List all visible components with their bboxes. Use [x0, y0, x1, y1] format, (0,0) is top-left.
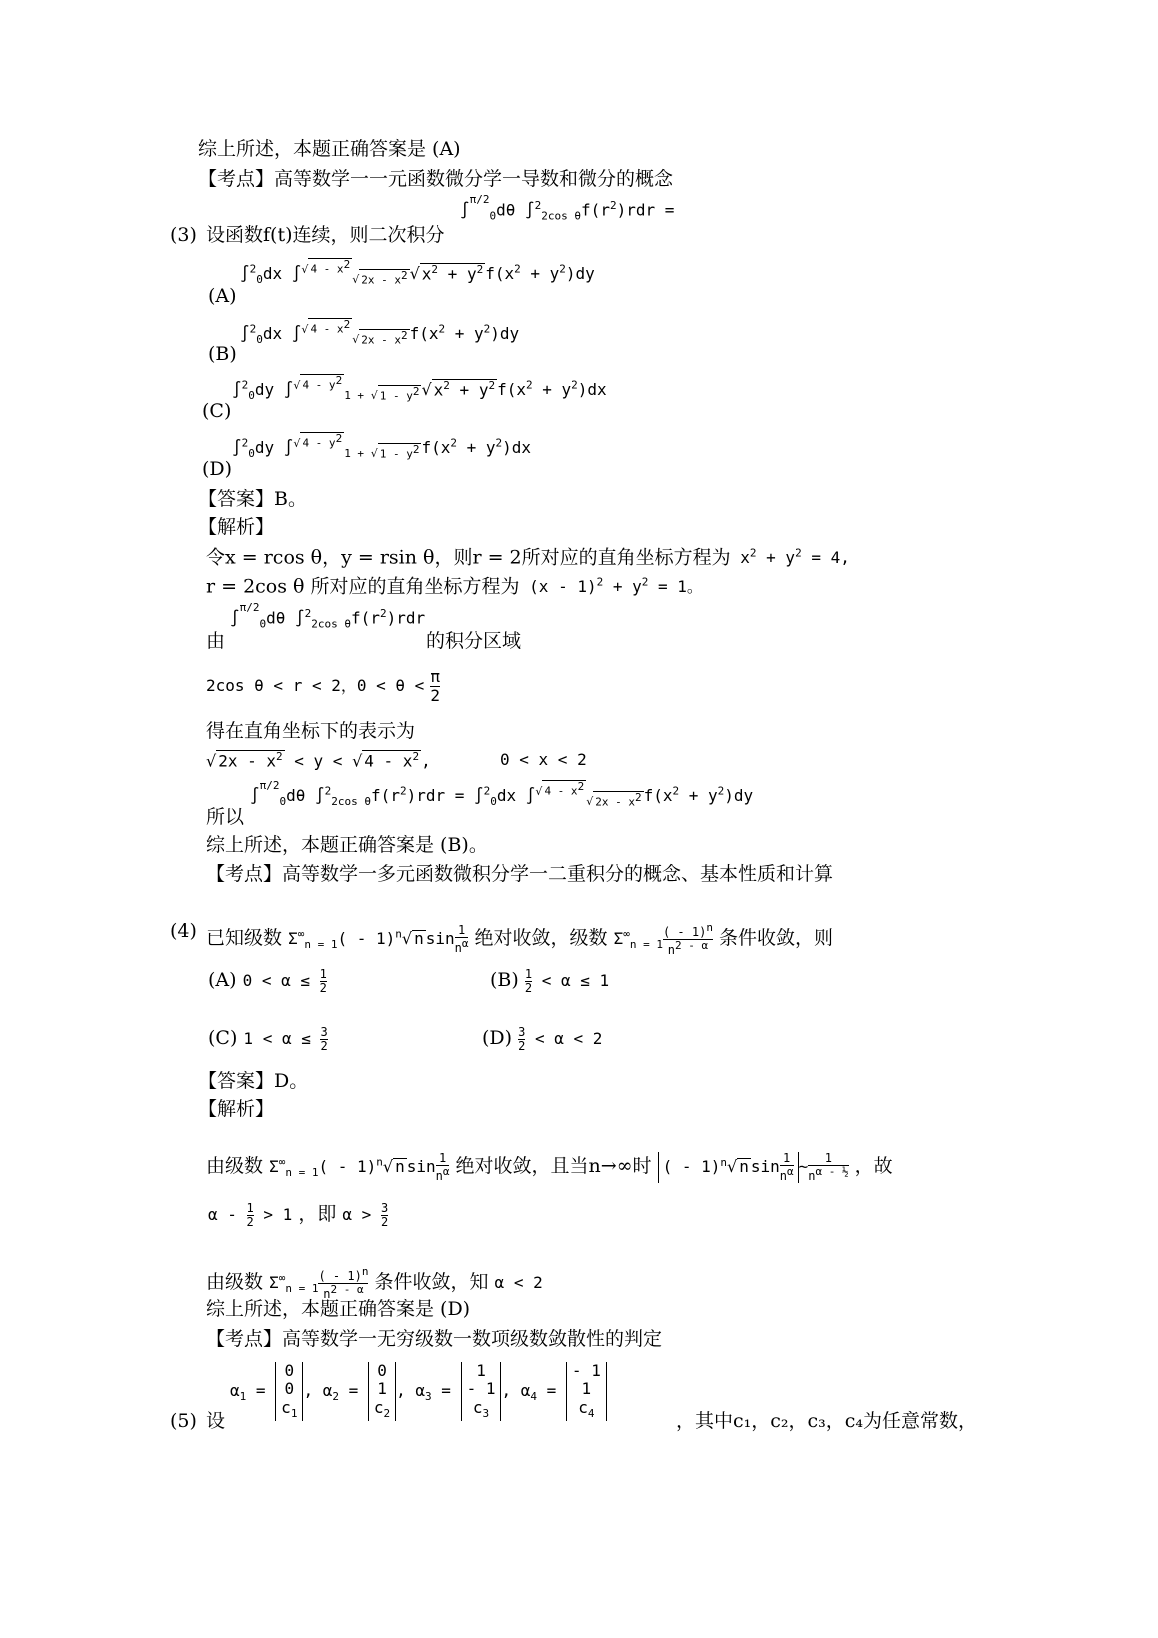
q3-pi-over-2: $\frac{\pi}{2}$ — [430, 667, 440, 705]
q3-option-a-expr: ∫$^2_0$dx ∫$^{√ 4 - x^2}_{√ 2x - x^2}$ √ $x^2 + y^2$ $f(x^2 + y^2)dy$ — [240, 258, 595, 287]
q4-namely: ，即 — [298, 1203, 337, 1226]
q4-analysis-line2: α - $\frac{1}{2}$ > 1 ，即 α > $\frac{3}{2}$ — [208, 1201, 389, 1230]
topic-2: 【考点】高等数学一一元函数微分学一导数和微分的概念 — [198, 168, 674, 190]
q4-option-c-label: (C) — [208, 1027, 238, 1050]
q4-stem-a: 已知级数 — [206, 927, 283, 950]
q3-option-d-label: (D) — [202, 458, 233, 480]
q4-option-d-label: (D) — [482, 1027, 513, 1050]
q4-option-c: (C) 1 < α ≤ $\frac{3}{2}$ — [208, 1025, 328, 1054]
q4-number: (4) — [170, 920, 197, 942]
q3-option-b-expr: ∫$^2_0$dx ∫$^{√ 4 - x^2}_{√ 2x - x^2}$ $f(x^2 + y^2)dy$ — [240, 318, 520, 347]
q3-rect-rep: 得在直角坐标下的表示为 — [206, 720, 416, 742]
q3-analysis-head: 【解析】 — [198, 516, 275, 538]
q5-number: (5) — [170, 1410, 197, 1432]
q4-summary: 综上所述，本题正确答案是 (D) — [206, 1298, 471, 1320]
q3-analysis-line2-text: r = 2cos θ 所对应的直角坐标方程为 — [206, 575, 520, 598]
q3-answer: 【答案】B。 — [198, 488, 307, 510]
q4-cond-conv: 条件收敛，知 — [374, 1271, 489, 1294]
q3-option-c-label: (C) — [202, 400, 232, 422]
q3-option-b-label: (B) — [208, 343, 237, 365]
q4-option-d: (D) $\frac{3}{2}$ < α < 2 — [482, 1025, 603, 1054]
q4-stem-b: 绝对收敛，级数 — [474, 927, 608, 950]
q3-stem: 设函数f(t)连续，则二次积分 — [206, 224, 445, 246]
q4-analysis-line1: 由级数 $\Sigma^\infty_{n = 1}( - 1)^n√$ n sin $\frac{1}{n^\alpha}$ 绝对收敛，且当n→∞时 ( - 1)$^n$√ n sin $\frac{1}{n^\alpha}$ ~ $\frac{1}{n^{\alpha - \frac{1}{2}}}$ ，故 — [206, 1151, 893, 1184]
q4-option-b-label: (B) — [490, 969, 519, 992]
q3-so: 所以 — [206, 806, 245, 828]
q4-series-1: $\Sigma^\infty_{n = 1}( - 1)^n√$ n sin $\frac{1}{n^\alpha}$ — [288, 923, 469, 956]
q4-option-a-label: (A) — [208, 969, 237, 992]
q4-abs-conv: 绝对收敛，且当n→∞时 — [455, 1155, 652, 1178]
summary-a: 综上所述，本题正确答案是 (A) — [198, 138, 461, 160]
q3-summary: 综上所述，本题正确答案是 (B)。 — [206, 834, 488, 856]
q4-answer: 【答案】D。 — [198, 1070, 309, 1092]
q3-region: 的积分区域 — [426, 630, 522, 652]
q4-topic: 【考点】高等数学一无穷级数一数项级数敛散性的判定 — [206, 1328, 663, 1350]
q3-conclusion-expr: ∫$^{\pi/2}_0$dθ $\int^2_{2cos \theta}f(r^2)rdr = \int^2_0dx$ ∫$^{√ 4 - x^2}_{√ 2x - x^2}$ $f(x^2 + y^2)dy$ — [250, 778, 754, 809]
q4-analysis-line3: 由级数 $\Sigma^\infty_{n = 1}$ $\frac{( - 1)^n}{n^{2 - \alpha}}$ 条件收敛，知 α < 2 — [206, 1265, 543, 1302]
q3-analysis-line2: r = 2cos θ 所对应的直角坐标方程为 $(x - 1)^2 + y^2 = 1$。 — [206, 575, 703, 598]
q5-vectors: $\alpha_1$ = 0 0 $c_1$ , $\alpha_2$ = 0 1 $c_2$ , $\alpha_3$ = 1 - 1 $c_3$ , $\alpha_4$ = - 1 1 $c_4$ — [230, 1362, 607, 1421]
q4-series-2: $\Sigma^\infty_{n = 1}$ $\frac{( - 1)^n}{n^{2 - \alpha}}$ — [613, 921, 713, 958]
q3-integral: ∫$^{\pi/2}_0$dθ $\int^2_{2cos \theta}f(r^2)rdr$ = — [460, 193, 675, 223]
q3-analysis-line1-text: 令x = rcos θ，y = rsin θ，则r = 2所对应的直角坐标方程为 — [206, 546, 731, 569]
q3-rect-inequality: √ $2x - x^2 < y$ < √ $4 - x^2$ , — [206, 750, 431, 771]
q4-by-series: 由级数 — [206, 1155, 264, 1178]
q3-option-c-expr: ∫$^2_0$dy ∫$^{√ 4 - y^2}_{1 + √ 1 - y^2}$ √ $x^2 + y^2$ $f(x^2 + y^2)dx$ — [232, 374, 607, 403]
q4-stem — [206, 922, 833, 957]
q3-by: 由 — [206, 630, 226, 652]
q4-option-b: (B) $\frac{1}{2}$ < α ≤ 1 — [490, 967, 610, 996]
q3-number: (3) — [170, 224, 197, 246]
q5-tail: ，其中c₁，c₂，c₃，c₄为任意常数， — [676, 1410, 978, 1432]
q4-by-series-2: 由级数 — [206, 1271, 264, 1294]
q3-range-text: 2cos θ < r < 2，0 < θ < — [206, 676, 425, 696]
q3-analysis-line1: 令x = rcos θ，y = rsin θ，则r = 2所对应的直角坐标方程为 $x^2 + y^2 = 4$, — [206, 546, 850, 569]
q3-option-d-expr: ∫$^2_0$dy ∫$^{√ 4 - y^2}_{1 + √ 1 - y^2}$ $f(x^2 + y^2)dx$ — [232, 432, 532, 461]
q4-stem-c: 条件收敛，则 — [719, 927, 834, 950]
q4-option-a: (A) 0 < α ≤ $\frac{1}{2}$ — [208, 967, 327, 996]
q3-rect-range: 0 < x < 2 — [500, 750, 587, 769]
q4-analysis-head: 【解析】 — [198, 1098, 275, 1120]
q3-option-a-label: (A) — [208, 285, 237, 307]
q4-therefore: ，故 — [854, 1155, 893, 1178]
q3-integral-repeat: ∫$^{\pi/2}_0$dθ $\int^2_{2cos \theta}f(r^2)rdr$ — [230, 601, 426, 631]
q3-range — [206, 668, 440, 704]
q3-topic: 【考点】高等数学一多元函数微积分学一二重积分的概念、基本性质和计算 — [206, 863, 834, 885]
q5-stem: 设 — [206, 1410, 226, 1432]
